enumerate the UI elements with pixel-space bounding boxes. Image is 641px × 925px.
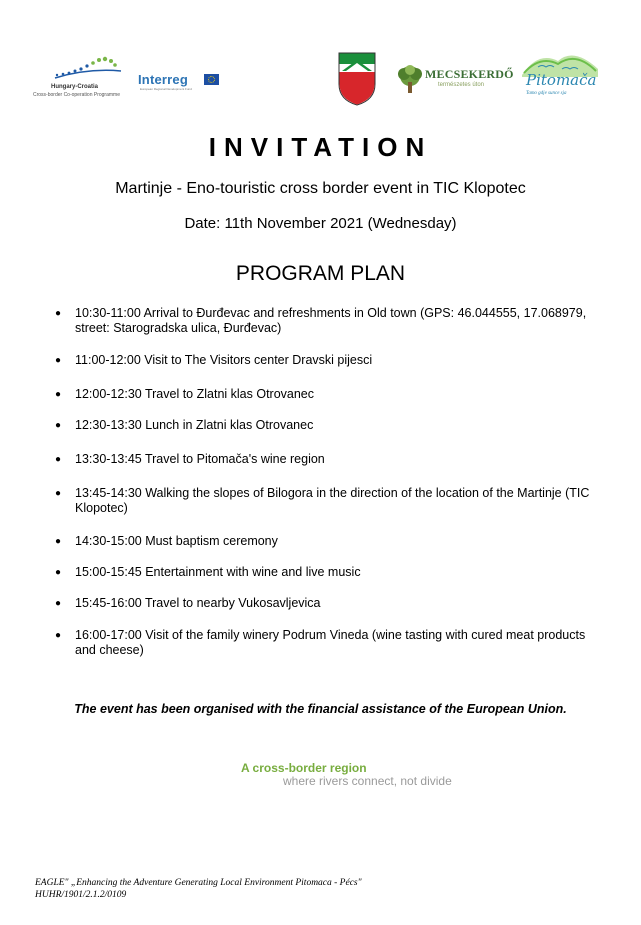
hungary-croatia-logo [33,54,129,104]
hungary-croatia-subtitle: Cross-border Co-operation Programme [33,92,120,98]
list-item [55,306,595,336]
shield-icon [338,52,376,106]
list-item-text: 12:00-12:30 Travel to Zlatni klas Otrovanec [75,387,315,401]
list-item [55,418,595,433]
list-item [55,452,595,467]
invitation-title: INVITATION [208,132,433,162]
region-subtitle: where rivers connect, not divide [283,774,452,788]
tree-icon [396,64,424,96]
list-item [55,628,595,658]
list-item-text: 13:30-13:45 Travel to Pitomača's wine region [75,452,325,466]
pitomaca-slogan: Tamo gdje sunce sja [526,91,567,96]
list-item-text: 13:45-14:30 Walking the slopes of Bilogora in the direction of the location of the Martinje (TIC Klopotec) [75,486,590,515]
list-item [55,596,595,611]
bullet-icon: ● [55,598,62,609]
list-item [55,353,595,368]
bullet-icon: ● [55,420,62,431]
logo-row [0,0,641,120]
list-item-text: 11:00-12:00 Visit to The Visitors center Dravski pijesci [75,353,373,367]
eu-flag-icon [204,74,219,85]
region-title: A cross-border region [241,761,367,775]
bullet-icon: ● [55,308,62,319]
interreg-logo [138,72,222,92]
list-item [55,534,595,549]
list-item-text: 16:00-17:00 Visit of the family winery Podrum Vineda (wine tasting with cured meat products and cheese) [75,628,586,657]
bullet-icon: ● [55,488,62,499]
bullet-icon: ● [55,536,62,547]
event-subtitle: Martinje - Eno-touristic cross border event in TIC Klopotec [115,180,526,197]
list-item [55,486,595,516]
program-heading: PROGRAM PLAN [235,262,406,285]
hungary-croatia-name: Hungary-Croatia [51,84,99,90]
list-item-text: 14:30-15:00 Must baptism ceremony [75,534,278,548]
project-footer [35,877,362,901]
interreg-name: Interreg [138,72,189,87]
bullet-icon: ● [55,355,62,366]
mecsekerdo-logo [396,62,514,98]
mecsekerdo-name: MECSEKERDŐ [425,67,514,81]
pitomaca-name: Pitomača [526,71,597,89]
event-date: Date: 11th November 2021 (Wednesday) [184,215,457,232]
bullet-icon: ● [55,389,62,400]
funding-note: The event has been organised with the financial assistance of the European Union. [74,702,567,716]
mecsekerdo-subtitle: természetes úton [438,82,485,88]
hungary-croatia-dots-icon [53,54,123,82]
bullet-icon: ● [55,567,62,578]
list-item-text: 10:30-11:00 Arrival to Đurđevac and refreshments in Old town (GPS: 46.044555, 17.068979, street: Starogradska ulica, Đurđevac) [75,306,587,335]
footer-project-name: EAGLE" „Enhancing the Adventure Generating Local Environment Pitomaca - Pécs" [35,878,362,888]
bullet-icon: ● [55,630,62,641]
list-item-text: 15:45-16:00 Travel to nearby Vukosavljevica [75,596,321,610]
list-item-text: 15:00-15:45 Entertainment with wine and live music [75,565,361,579]
list-item [55,387,595,402]
coat-of-arms-logo [338,52,376,106]
interreg-subtitle: European Regional Development Fund [140,87,192,91]
bullet-icon: ● [55,454,62,465]
list-item-text: 12:30-13:30 Lunch in Zlatni klas Otrovanec [75,418,314,432]
list-item [55,565,595,580]
pitomaca-logo [518,47,602,105]
footer-project-code: HUHR/1901/2.1.2/0109 [35,890,127,900]
